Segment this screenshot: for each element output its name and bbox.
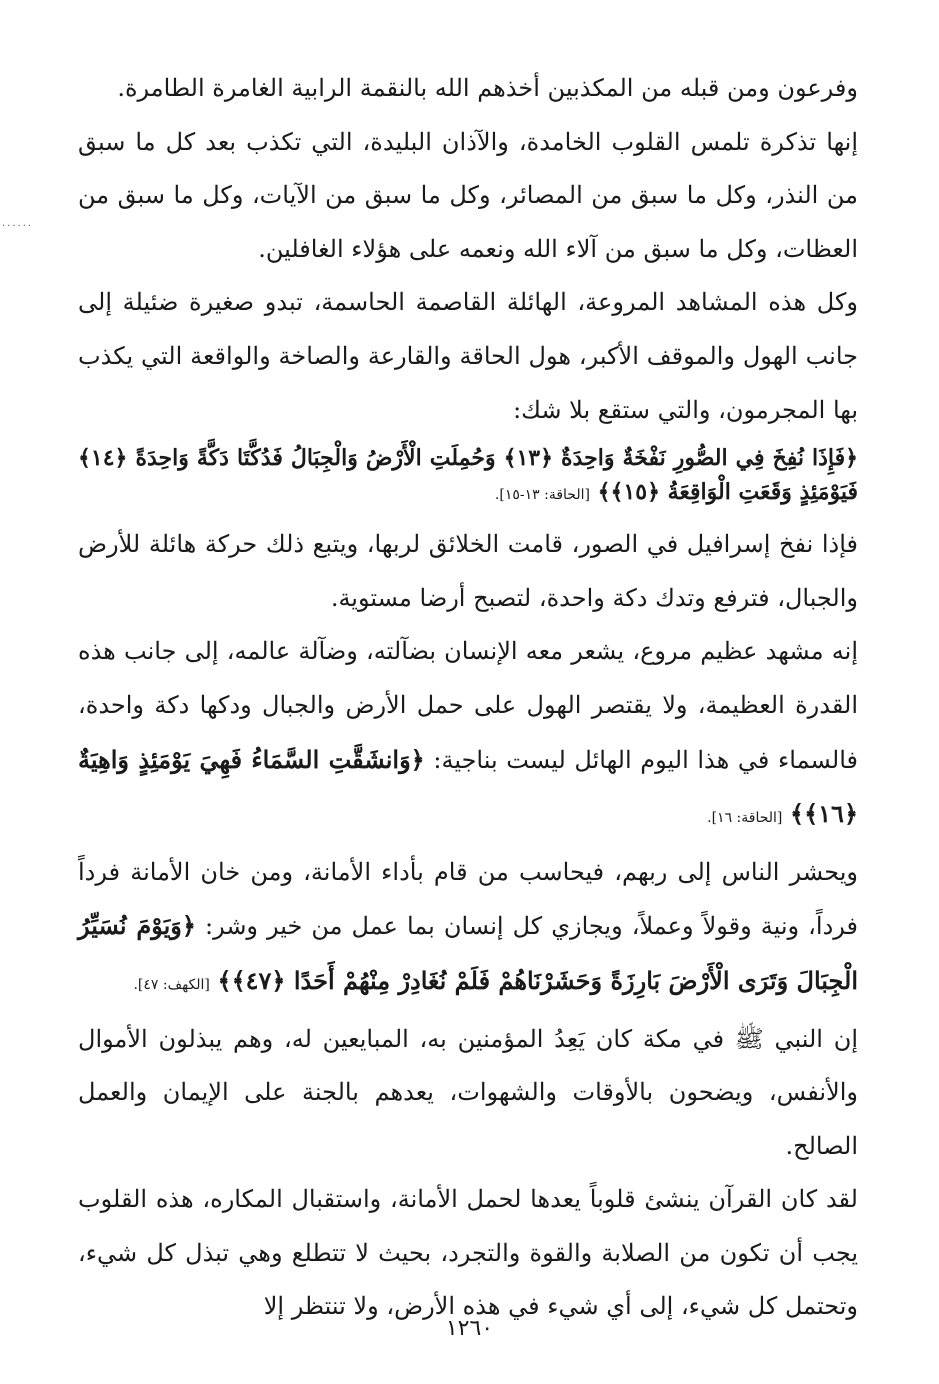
paragraph-6 [78,846,858,1013]
paragraph-7: إن النبي ﷺ في مكة كان يَعِدُ المؤمنين به، المبايعين له، وهم يبذلون الأموال والأنفس، ويضحون بالأوقات والشهوات، يعدهم بالجنة على الإيمان والعمل الصالح. [78,1024,858,1160]
paragraph-3: وكل هذه المشاهد المروعة، الهائلة القاصمة الحاسمة، تبدو صغيرة ضئيلة إلى جانب الهول والموقف الأكبر، هول الحاقة والقارعة والصاخة والواقعة التي يكذب بها المجرمون، والتي ستقع بلا شك: [78,288,858,424]
paragraph-1: وفرعون ومن قبله من المكذبين أخذهم الله بالنقمة الرابية الغامرة الطامرة. [117,74,858,102]
quran-verse-3: ﴿وَيَوْمَ نُسَيِّرُ الْجِبَالَ وَتَرَى الْأَرْضَ بَارِزَةً وَحَشَرْنَاهُمْ فَلَمْ نُغَادِرْ مِنْهُمْ أَحَدًا ﴿٤٧﴾﴾ [78,911,858,995]
verse-3-reference: [الكهف: ٤٧]. [133,976,210,993]
paragraph-4: فإذا نفخ إسرافيل في الصور، قامت الخلائق لربها، ويتبع ذلك حركة هائلة للأرض والجبال، فترفع وتدك دكة واحدة، لتصبح أرضا مستوية. [78,530,858,612]
paragraph-2: إنها تذكرة تلمس القلوب الخامدة، والآذان البليدة، التي تكذب بعد كل ما سبق من النذر، وكل ما سبق من المصائر، وكل ما سبق من الآيات، وكل ما سبق من العظات، وكل ما سبق من آلاء الله ونعمه على هؤلاء الغافلين. [78,127,858,263]
quran-verse-2: ﴿وَانشَقَّتِ السَّمَاءُ فَهِيَ يَوْمَئِذٍ وَاهِيَةٌ ﴿١٦﴾﴾ [78,744,858,829]
quran-verse-1 [78,437,858,518]
margin-dots: ...... [2,218,34,229]
paragraph-8: لقد كان القرآن ينشئ قلوباً يعدها لحمل الأمانة، واستقبال المكاره، هذه القلوب يجب أن تكون من الصلابة والقوة والتجرد، بحيث لا تتطلع وهي تبذل كل شيء، وتحتمل كل شيء، إلى أي شيء في هذه الأرض، ولا تنتظر إلا [78,1185,859,1321]
paragraph-6-text: ويحشر الناس إلى ربهم، فيحاسب من قام بأداء الأمانة، ومن خان الأمانة فرداً فرداً، ونية وقولاً وعملاً، ويجازي كل إنسان بما عمل من خير وشر: [78,857,858,941]
verse-1-text: ﴿فَإِذَا نُفِخَ فِي الصُّورِ نَفْخَةٌ وَاحِدَةٌ ﴿١٣﴾ وَحُمِلَتِ الْأَرْضُ وَالْجِبَالُ فَدُكَّتَا دَكَّةً وَاحِدَةً ﴿١٤﴾ فَيَوْمَئِذٍ وَقَعَتِ الْوَاقِعَةُ ﴿١٥﴾﴾ [78,445,858,506]
verse-1-reference: [الحاقة: ١٣-١٥]. [494,487,590,504]
verse-2-reference: [الحاقة: ١٦]. [707,810,783,827]
paragraph-5 [78,625,858,845]
body-text [78,62,858,1334]
paragraph-5-text: إنه مشهد عظيم مروع، يشعر معه الإنسان بضآلته، وضآلة عالمه، إلى جانب هذه القدرة العظيمة، ولا يقتصر الهول على حمل الأرض والجبال ودكها دكة واحدة، فالسماء في هذا اليوم الهائل ليست بناجية: [78,637,858,774]
page-number: ١٢٦٠ [445,1316,494,1341]
